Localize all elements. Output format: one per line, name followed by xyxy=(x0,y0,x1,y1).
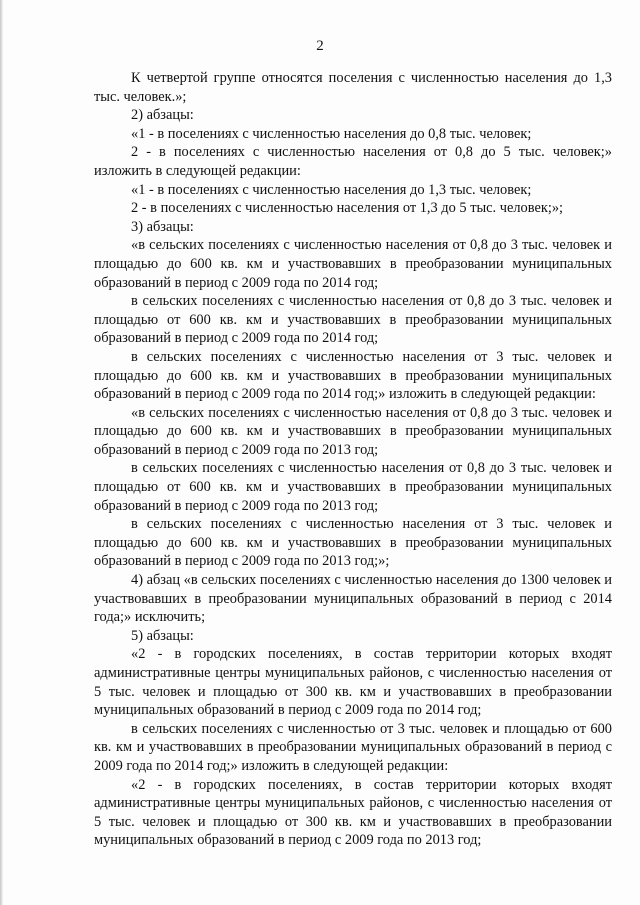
paragraph-new-rural-2: в сельских поселениях с численностью населения от 0,8 до 3 тыс. человек и площадью от 600 кв. км и участвовавших в преобразовании муниципальных образований в период с 2009 года по 2013 год; xyxy=(94,460,612,514)
paragraph-new-rural-3: в сельских поселениях с численностью населения от 3 тыс. человек и площадью до 600 кв. км и участвовавших в преобразовании муниципальных образований в период с 2009 года по 2013 год;»; xyxy=(94,516,612,570)
paragraph-item-2-heading: 2) абзацы: xyxy=(131,107,194,124)
page-number: 2 xyxy=(316,38,324,54)
paragraph-item-5-heading: 5) абзацы: xyxy=(131,627,194,644)
paragraph-new-urban-2: «2 - в городских поселениях, в состав территории которых входят административные центры муниципальных районов, с численностью населения от 5 тыс. человек и площадью от 300 кв. км и участвовавших в преобразовании муниципальных образований в период с 2009 года по 2013 год; xyxy=(94,776,612,849)
paragraph-old-rural-4: в сельских поселениях с численностью от 3 тыс. человек и площадью от 600 кв. км и участвовавших в преобразовании муниципальных образований в период с 2009 года по 2014 год;» изложить в следующей редакции: xyxy=(94,720,612,774)
paragraph-old-rural-1: «в сельских поселениях с численностью населения от 0,8 до 3 тыс. человек и площадью до 600 кв. км и участвовавших в преобразовании муниципальных образований в период с 2009 года по 2014 год; xyxy=(94,237,612,291)
paragraph-item-4: 4) абзац «в сельских поселениях с численностью населения до 1300 человек и участвовавших в преобразовании муниципальных образований в период с 2014 года;» исключить; xyxy=(94,572,612,626)
paragraph-new-clause-2: 2 - в поселениях с численностью населения от 1,3 до 5 тыс. человек;»; xyxy=(131,200,564,217)
paragraph-old-urban-2: «2 - в городских поселениях, в состав территории которых входят административные центры муниципальных районов, с численностью населения от 5 тыс. человек и площадью от 300 кв. км и участвовавших в преобразовании муниципальных образований в период с 2009 года по 2014 год; xyxy=(94,646,612,719)
paragraph-new-rural-1: «в сельских поселениях с численностью населения от 0,8 до 3 тыс. человек и площадью до 600 кв. км и участвовавших в преобразовании муниципальных образований в период с 2009 года по 2013 год; xyxy=(94,404,612,458)
paragraph-old-clause-1: «1 - в поселениях с численностью населения до 0,8 тыс. человек; xyxy=(131,125,532,142)
paragraph-old-clause-2: 2 - в поселениях с численностью населения от 0,8 до 5 тыс. человек;» изложить в следующей редакции: xyxy=(94,144,612,179)
paragraph-new-clause-1: «1 - в поселениях с численностью населения до 1,3 тыс. человек; xyxy=(131,181,532,198)
paragraph-fourth-group: К четвертой группе относятся поселения с численностью населения до 1,3 тыс. человек.»; xyxy=(94,70,612,105)
paragraph-old-rural-2: в сельских поселениях с численностью населения от 0,8 до 3 тыс. человек и площадью от 600 кв. км и участвовавших в преобразовании муниципальных образований в период с 2009 года по 2014 год; xyxy=(94,293,612,347)
paragraph-old-rural-3: в сельских поселениях с численностью населения от 3 тыс. человек и площадью до 600 кв. км и участвовавших в преобразовании муниципальных образований в период с 2009 года по 2014 год;» изложить в следующей редакции: xyxy=(94,348,612,403)
paragraph-item-3-heading: 3) абзацы: xyxy=(131,218,194,235)
document-body xyxy=(94,69,612,850)
scan-edge xyxy=(0,0,3,905)
